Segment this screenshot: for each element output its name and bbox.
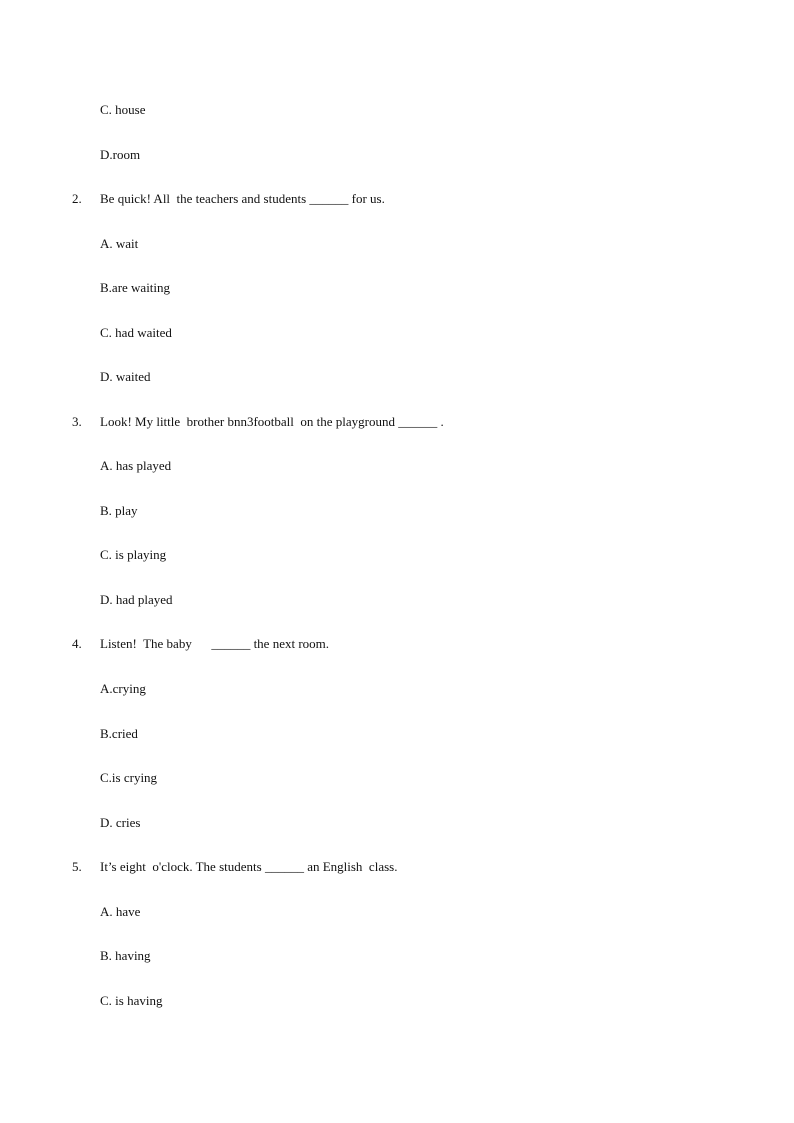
option-text: C. is playing — [100, 547, 167, 562]
question-stem: Look! My little brother bnn3football on the playground ______ . — [100, 414, 444, 429]
option-text: D. waited — [100, 369, 151, 384]
question-number: 4. — [72, 636, 82, 651]
question-number: 3. — [72, 414, 82, 429]
option-text: A.crying — [100, 681, 146, 696]
question-number: 5. — [72, 859, 82, 874]
option-text: A. wait — [100, 236, 139, 251]
option-text: C. is having — [100, 993, 163, 1008]
option-text: D.room — [100, 147, 141, 162]
option-text: C. house — [100, 102, 146, 117]
question-stem: Be quick! All the teachers and students ______ for us. — [100, 191, 385, 206]
option-text: A. has played — [100, 458, 172, 473]
option-text: C. had waited — [100, 325, 172, 340]
question-number: 2. — [72, 191, 82, 206]
option-text: D. cries — [100, 815, 141, 830]
option-text: B. play — [100, 503, 138, 518]
option-text: A. have — [100, 904, 141, 919]
option-text: D. had played — [100, 592, 173, 607]
question-stem: It’s eight o'clock. The students ______ an English class. — [100, 859, 398, 874]
option-text: C.is crying — [100, 770, 158, 785]
option-text: B. having — [100, 948, 151, 963]
option-text: B.cried — [100, 726, 138, 741]
question-stem: Listen! The baby ______ the next room. — [100, 636, 330, 651]
option-text: B.are waiting — [100, 280, 171, 295]
